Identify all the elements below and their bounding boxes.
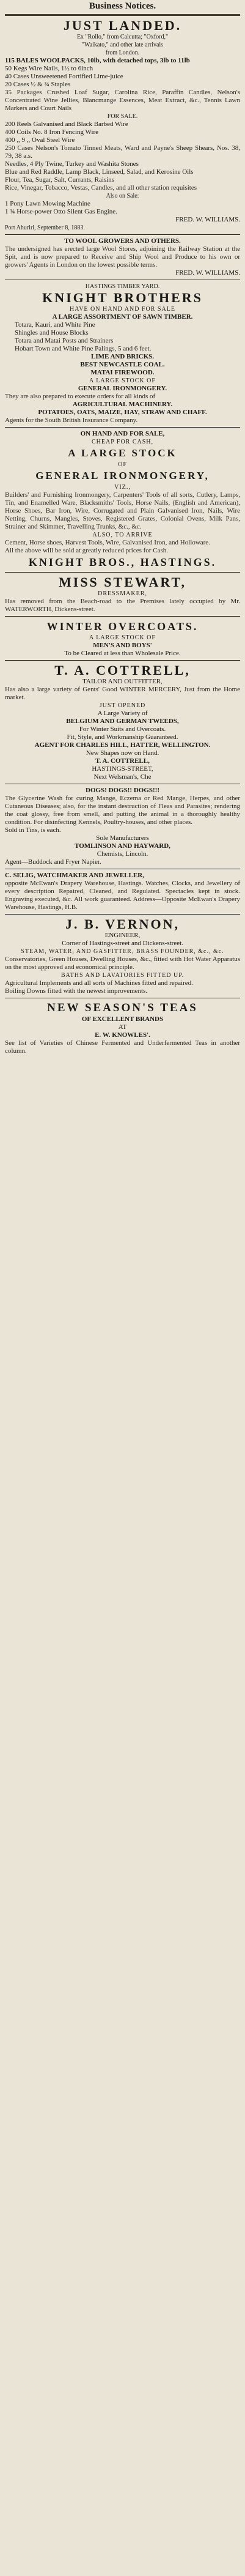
ad-line: Has removed from the Beach-road to the Premises lately occupied by Mr. WATERWORTH, Dickens-street. [5,598,240,613]
ad-line: See list of Varieties of Chinese Fermented and Underfermented Teas in another column. [5,1039,240,1055]
ad-line: GENERAL IRONMONGERY. [78,385,167,392]
ad-line: 1 ¾ Horse-power Otto Silent Gas Engine. [5,208,117,215]
ad-line: AT [118,1023,127,1031]
ad-overcoats [5,619,240,658]
ad-line: A Large Variety of [97,710,148,717]
divider [5,427,240,428]
ad-headline: J. B. VERNON, [65,916,180,932]
ad-headline: JUST LANDED. [63,18,182,33]
ad-line: All the above will be sold at greatly reduced prices for Cash. [5,547,168,554]
ad-line: 200 Reels Galvanised and Black Barbed Wire [5,121,128,128]
ad-line: 115 BALES WOOLPACKS, 10lb, with detached tops, 3lb to 11lb [5,57,190,64]
divider [5,14,240,16]
ad-line: DRESSMAKER, [98,590,147,597]
ad-line: opposite McEwan's Drapery Warehouse, Hastings. Watches, Clocks, and Jewellery of every description Repaired, Cleaned, and Regulated. Spectacles kept in stock. Engraving executed, &c. All work guaranteed. Address—Opposite McEwan's Drapery Warehouse, Hastings, H.B. [5,880,240,911]
ad-line: OF [118,461,127,468]
ad-line: A LARGE STOCK OF [89,634,156,641]
divider [5,914,240,915]
ad-line: Agent—Buddock and Fryer Napier. [5,858,101,866]
ad-line: JUST OPENED [99,702,146,709]
ad-just-landed [5,18,240,232]
ad-line: AGRICULTURAL MACHINERY. [72,401,173,408]
ad-signature: FRED. W. WILLIAMS. [175,269,240,277]
ad-line: The Glycerine Wash for curing Mange, Eczema or Red Mange, Herpes, and other Cutaneous Diseases; also, for the instant destruction of Fleas and Parasites; rendering the coat glossy, free from smell, and putting the animal in a thoroughly healthy condition. For disinfecting Kennels, Poultry-houses, and other places. [5,795,240,826]
ad-line: Sold in Tins, is each. [5,826,61,834]
ad-line: 400 Coils No. 8 Iron Fencing Wire [5,128,99,136]
ad-line: Has also a large variety of Gents' Good WINTER MERCERY, Just from the Home market. [5,686,240,701]
ad-line: 250 Cases Nelson's Tomato Tinned Meats, Ward and Payne's Sheep Shears, Nos. 38, 79, 38 a.s. [5,144,240,160]
ad-dressmaker [5,575,240,614]
ad-headline: HASTINGS TIMBER YARD. [85,283,160,290]
ad-line: MATAI FIREWOOD. [90,369,155,376]
ad-line: LIME AND BRICKS. [91,353,154,360]
ad-line: Corner of Hastings-street and Dickens-street. [62,940,183,947]
masthead: Business Notices. [89,1,156,11]
ad-line: Hobart Town and White Pine Palings, 5 and 6 feet. [15,345,152,352]
divider [5,616,240,617]
ad-line: A LARGE STOCK [68,447,177,459]
ad-line: E. W. KNOWLES'. [95,1031,150,1039]
ad-line: FOR SALE. [107,113,138,120]
ad-line: VIZ., [114,484,131,491]
ad-line: Blue and Red Raddle, Lamp Black, Linseed, Salad, and Kerosine Oils [5,168,194,176]
ad-headline: MISS STEWART, [59,574,186,590]
ad-line: Totara and Matai Posts and Strainers [15,337,114,344]
ad-line: STEAM, WATER, AND GASFITTER, BRASS FOUNDER, &c., &c. [21,948,224,955]
ad-line: Agricultural Implements and all sorts of Machines fitted and repaired. [5,979,193,987]
ad-line: HASTINGS-STREET, [92,765,153,773]
ad-line: A LARGE ASSORTMENT OF SAWN TIMBER. [52,313,193,321]
ad-line: T. A. COTTRELL, [95,757,150,765]
divider [5,572,240,573]
ad-line: ENGINEER, [104,932,141,939]
ad-line: Boiling Downs fitted with the newest improvements. [5,987,148,995]
ad-line: Shingles and House Blocks [15,329,89,336]
ad-firm: KNIGHT BROTHERS [42,290,203,305]
ad-cottrell [5,663,240,781]
ad-headline: NEW SEASON'S TEAS [47,1001,198,1014]
ad-line: "Waikato," and other late arrivals [81,42,164,48]
ad-line: from London. [105,50,140,56]
ad-line: For Winter Suits and Overcoats. [79,726,166,733]
ad-line: Cement, Horse shoes, Harvest Tools, Wire, Galvanised Iron, and Holloware. [5,539,210,546]
ad-headline: DOGS! DOGS!! DOGS!!! [86,787,159,794]
ad-headline: C. SELIG, WATCHMAKER AND JEWELLER, [5,872,144,879]
ad-line: Rice, Vinegar, Tobacco, Vestas, Candles, and all other station requisites [5,184,197,191]
ad-line: The undersigned has erected large Wool Stores, adjoining the Railway Station at the Spit, and is now prepared to Receive and Ship Wool and Produce to his own or growers' Agents in London on the lowest possible terms. [5,245,240,269]
ad-line: 35 Packages Crushed Loaf Sugar, Carolina Rice, Paraffin Candles, Nelson's Concentrated Wine Jellies, Blancmange Essences, Meat Extract, &c., Tennis Lawn Markers and Court Nails [5,89,240,112]
ad-line: Needles, 4 Ply Twine, Turkey and Washita Stones [5,160,139,168]
ad-line: TAILOR AND OUTFITTER, [82,678,163,685]
divider [5,660,240,661]
ad-line: Sole Manufacturers [96,834,149,842]
ad-line: 400 ,, 9 ,, Oval Steel Wire [5,136,75,144]
divider [5,234,240,235]
ad-line: BATHS AND LAVATORIES FITTED UP. [60,972,185,979]
ad-line: They are also prepared to execute orders for all kinds of [5,393,156,400]
ad-line: Also on Sale: [106,193,139,199]
ad-signature: KNIGHT BROS., HASTINGS. [28,556,217,568]
ad-line: Totara, Kauri, and White Pine [15,321,95,328]
ad-line: OF EXCELLENT BRANDS [81,1015,164,1023]
ad-timber-yard [5,283,240,425]
ad-line: Flour, Tea, Sugar, Salt, Currants, Raisins [5,176,115,184]
ad-line: CHEAP FOR CASH, [91,439,154,445]
ad-line: MEN'S AND BOYS' [93,642,152,649]
ad-line: Fit, Style, and Workmanship Guaranteed. [67,733,178,741]
ad-line: 40 Cases Unsweetened Fortified Lime-juice [5,73,123,80]
ad-line: Builders' and Furnishing Ironmongery, Carpenters' Tools of all sorts, Cutlery, Lamps, Tin, and Enamelled Ware, Blacksmiths' Tools, Horse Nails, (English and American), Horse Shoes, Bar Iron, Wire, Corrugated and Plain Galvanised Iron, Nails, Wire Netting, Churns, Mangles, Stoves, Registered Grates, Colonial Ovens, Milk Pans, Strainer and Skimmer, Travelling Trunks, &c., &c. [5,491,240,530]
ad-line: GENERAL IRONMONGERY, [35,470,210,481]
ad-teas [5,1001,240,1055]
ad-line: A LARGE STOCK OF [89,377,156,384]
ad-line: Ex "Rollo," from Calcutta; "Oxford," [76,34,169,40]
ad-line: HAVE ON HAND AND FOR SALE [70,306,175,313]
ad-dogs [5,787,240,866]
ad-line: Conservatories, Green Houses, Dwelling Houses, &c., fitted with Hot Water Apparatus on the most approved and economical principle. [5,956,240,971]
ad-line: ALSO, TO ARRIVE [92,532,153,538]
ad-vernon [5,917,240,995]
ad-ironmongery [5,430,240,570]
ad-signature: FRED. W. WILLIAMS. [175,216,240,223]
ad-headline: T. A. COTTRELL, [54,663,191,678]
ad-line: 20 Cases ½ & ¾ Staples [5,81,71,88]
ad-line: Chemists, Lincoln. [97,850,148,858]
ad-date: Port Ahuriri, September 8, 1883. [5,225,85,231]
ad-line: AGENT FOR CHARLES HILL, HATTER, WELLINGTON. [34,741,211,749]
ad-line: Agents for the South British Insurance Company. [5,417,138,424]
ad-headline: WINTER OVERCOATS. [46,620,199,633]
ad-line: 1 Pony Lawn Mowing Machine [5,200,90,207]
ad-line: New Shapes now on Hand. [86,749,159,757]
ad-line: BELGIUM AND GERMAN TWEEDS, [66,718,179,725]
ad-line: POTATOES, OATS, MAIZE, HAY, STRAW AND CHAFF. [38,409,207,416]
ad-line: 50 Kegs Wire Nails, 1½ to 6inch [5,65,93,72]
ad-headline: ON HAND AND FOR SALE, [80,430,165,437]
ad-wool-growers [5,237,240,277]
ad-line: To be Cleared at less than Wholesale Price. [64,650,181,657]
ad-selig [5,872,240,911]
ad-line: TOMLINSON AND HAYWARD, [75,842,170,850]
ad-line: Next Welsman's, Che [93,773,152,781]
ad-line: BEST NEWCASTLE COAL. [80,361,165,368]
ad-headline: TO WOOL GROWERS AND OTHERS. [64,237,181,245]
